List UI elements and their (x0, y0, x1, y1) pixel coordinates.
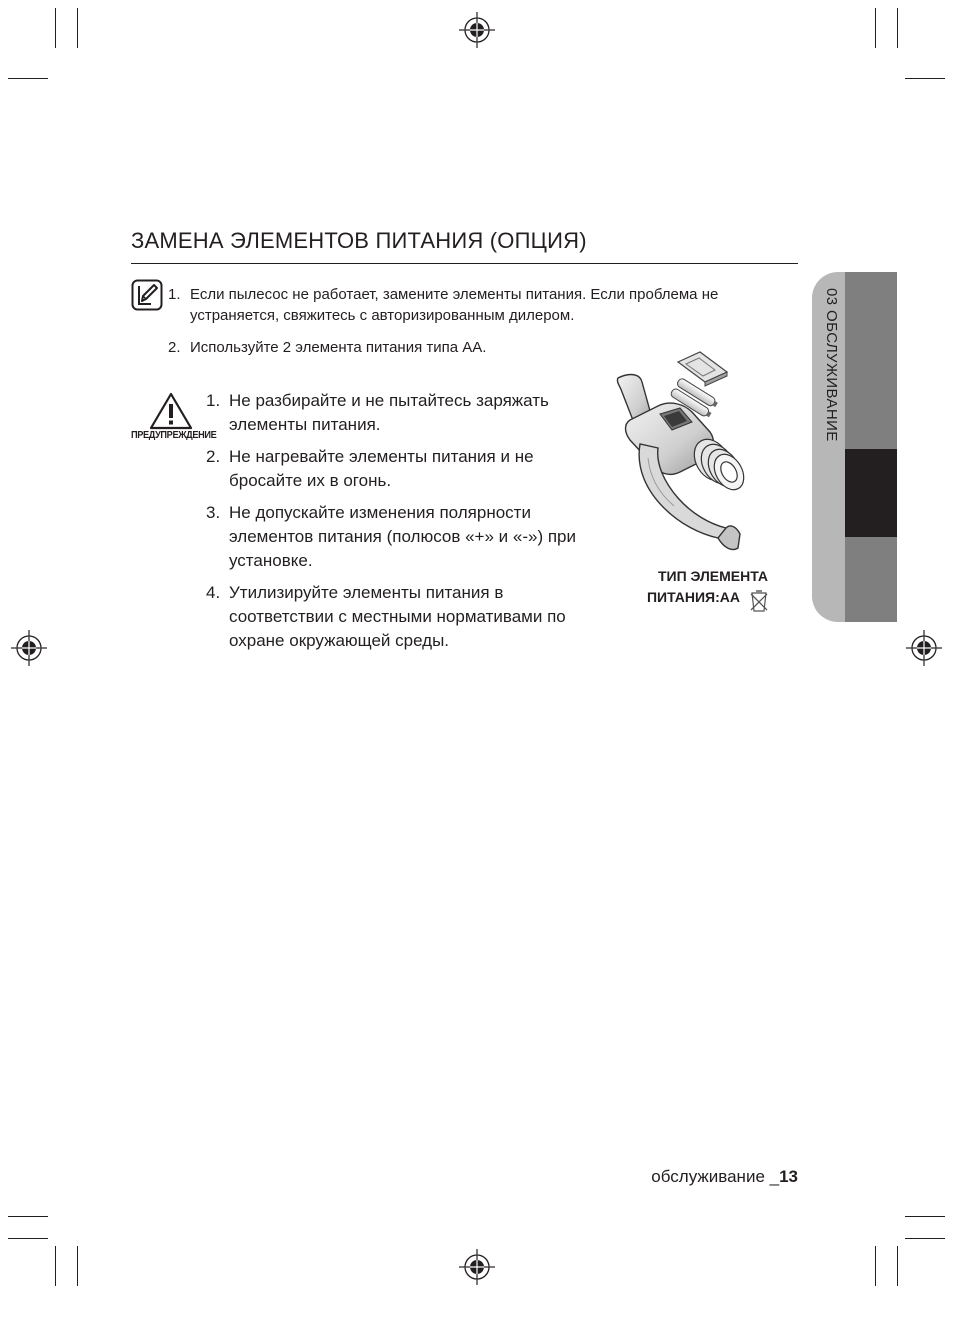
chapter-label: 03 ОБСЛУЖИВАНИЕ (823, 288, 840, 442)
page-number: 13 (779, 1167, 798, 1186)
registration-mark-left (11, 630, 47, 666)
page-footer (560, 1167, 798, 1187)
warning-item-number: 2. (206, 447, 221, 466)
note-item-text: Если пылесос не работает, замените элементы питания. Если проблема не устраняется, свяжитесь с авторизированным дилером. (190, 286, 719, 324)
warning-item-text: Не нагревайте элементы питания и не бросайте их в огонь. (229, 447, 534, 490)
vacuum-handle-battery-illustration (600, 348, 790, 558)
warning-item-number: 3. (206, 503, 221, 522)
note-item-text: Используйте 2 элемента питания типа АА. (190, 339, 487, 356)
warning-item-number: 4. (206, 583, 221, 602)
caption-line-1: ТИП ЭЛЕМЕНТА (657, 568, 768, 584)
page-title: ЗАМЕНА ЭЛЕМЕНТОВ ПИТАНИЯ (ОПЦИЯ) (131, 228, 587, 253)
footer-section-name: обслуживание _ (651, 1167, 780, 1186)
note-pencil-icon (131, 279, 163, 311)
registration-mark-bottom (459, 1249, 495, 1285)
title-divider (131, 263, 798, 264)
note-item (168, 284, 793, 326)
note-item-number: 1. (168, 286, 181, 303)
warning-item-text: Не допускайте изменения полярности элементов питания (полюсов «+» и «-») при установке. (229, 503, 576, 570)
warning-item-text: Не разбирайте и не пытайтесь заряжать элементы питания. (229, 391, 549, 434)
battery-type-caption (600, 566, 768, 608)
tab-dark-band (845, 272, 897, 622)
registration-mark-top (459, 12, 495, 48)
warning-item-number: 1. (206, 391, 221, 410)
warning-item (206, 501, 586, 573)
warning-label: ПРЕДУПРЕЖДЕНИЕ (131, 430, 217, 441)
caption-line-2: ПИТАНИЯ:АА (646, 589, 740, 605)
warning-item (206, 445, 586, 493)
note-item-number: 2. (168, 339, 181, 356)
warning-item (206, 581, 586, 653)
warning-triangle-icon (148, 391, 194, 431)
battery-disposal-icon (749, 589, 769, 613)
warning-item-text: Утилизируйте элементы питания в соответствии с местными нормативами по охране окружающей среды. (229, 583, 566, 650)
warning-list (206, 389, 586, 661)
tab-active-marker (845, 449, 897, 537)
warning-item (206, 389, 586, 437)
registration-mark-right (906, 630, 942, 666)
